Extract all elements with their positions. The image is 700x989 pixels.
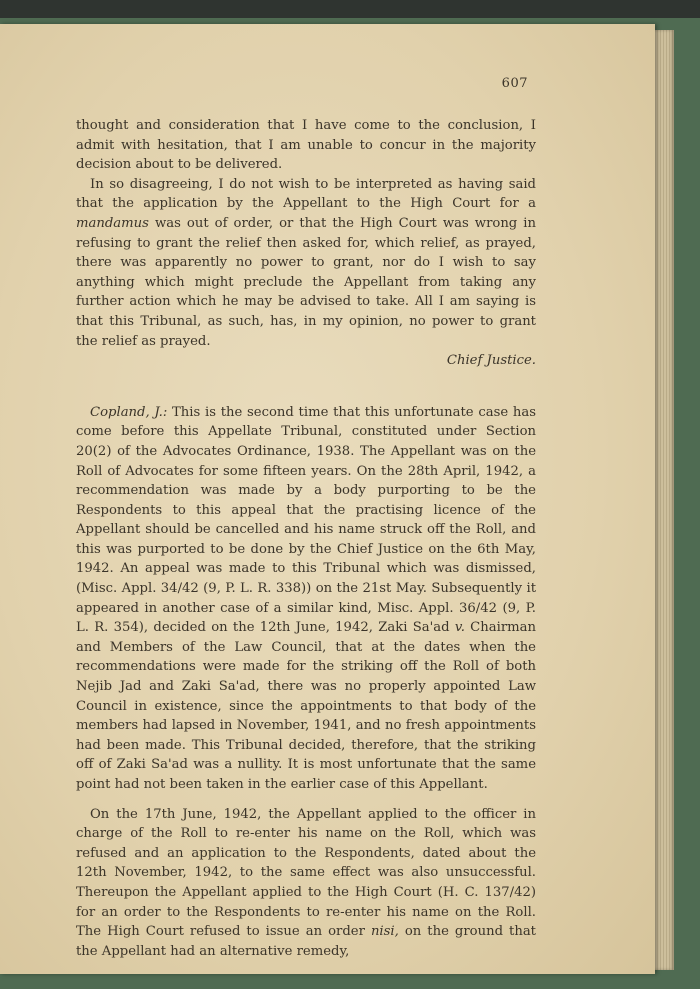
signature: Chief Justice. bbox=[446, 353, 536, 369]
book-page bbox=[0, 24, 655, 974]
paragraph-last-text: On the 17th June, 1942, the Appellant applied to the officer in charge of the Roll to re-enter his name on the Roll, which was refused and an application to the Respondents, dated about the 12th November, 1942, to the same effect was also unsuccessful. Thereupon the Appellant applied to the High Court (H. C. 137/42) for an order to the Respondents to re-enter his name on the Roll. The High Court refused to issue an order bbox=[76, 806, 536, 940]
nisi-term: nisi, bbox=[370, 924, 399, 940]
judge-name: Copland, J.: bbox=[90, 404, 168, 420]
mandamus-term: mandamus bbox=[76, 215, 149, 231]
versus: v. bbox=[454, 620, 465, 636]
paragraph-2-end: was out of order, or that the High Court was wrong in refusing to grant the relief then asked for, which relief, as prayed, there was apparently no power to grant, nor do I wish to say anything which might preclude the Appellant from taking any further action which he may be advised to take. All I am saying is that this Tribunal, as such, has, in my opinion, no power to grant the relief as prayed. bbox=[76, 215, 536, 349]
paragraph-last-end: on the ground that the Appellant had an alternative remedy, bbox=[76, 924, 536, 959]
paragraph-2 bbox=[76, 175, 536, 351]
paragraph-copland-end: Chairman and Members of the Law Council, that at the dates when the recommendations were made for the striking off the Roll of both Nejib Jad and Zaki Sa'ad, there was no properly appointed Law Council in existence, since the appointments to that body of the members had lapsed in November, 1941, and no fresh appointments had been made. This Tribunal decided, therefore, that the striking off of Zaki Sa'ad was a nullity. It is most unfortunate that the same point had not been taken in the earlier case of this Appellant. bbox=[76, 620, 536, 792]
page-number: 607 bbox=[501, 76, 528, 91]
paragraph-copland-text: This is the second time that this unfortunate case has come before this Appellate Tribunal, constituted under Section 20(2) of the Advocates Ordinance, 1938. The Appellant was on the Roll of Advocates for some fifteen years. On the 28th April, 1942, a recommendation was made by a body purporting to be the Respondents to this appeal that the practising licence of the Appellant should be cancelled and his name struck off the Roll, and this was purported to be done by the Chief Justice on the 6th May, 1942. An appeal was made to this Tribunal which was dismissed, (Misc. Appl. 34/42 (9, P. L. R. 338)) on the 21st May. Subsequently it appeared in another case of a similar kind, Misc. Appl. 36/42 (9, P. L. R. 354), decided on the 12th June, 1942, Zaki Sa'ad bbox=[76, 404, 536, 636]
paragraph-2-start: In so disagreeing, I do not wish to be interpreted as having said that the application by the Appellant to the High Court for a bbox=[76, 176, 536, 212]
paragraph-1: thought and consideration that I have come to the conclusion, I admit with hesitation, that I am unable to concur in the majority decision about to be delivered. bbox=[76, 118, 536, 173]
paragraph-last bbox=[76, 805, 536, 962]
paragraph-copland bbox=[76, 403, 536, 795]
body-text bbox=[76, 116, 536, 961]
